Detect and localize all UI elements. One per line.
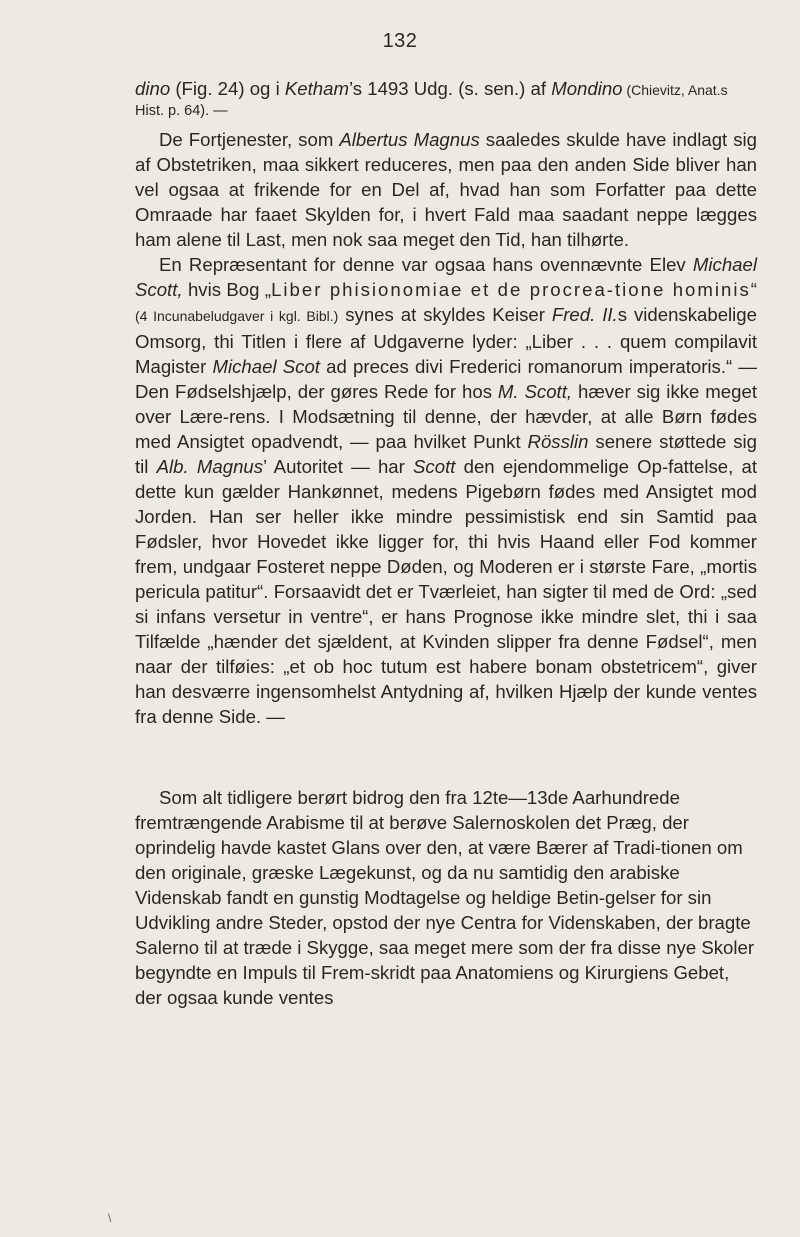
p2-name-scott: Scott <box>413 456 456 477</box>
intro-italic-1: dino <box>135 78 171 99</box>
body-text-lower <box>135 785 757 1010</box>
paragraph-1 <box>135 127 757 252</box>
p1-text-1: De Fortjenester, som <box>159 129 340 150</box>
p2-name-michael-scot: Michael Scot <box>212 356 320 377</box>
paragraph-3: Som alt tidligere berørt bidrog den fra 12te—13de Aarhundrede fremtrængende Arabisme til at berøve Salernoskolen det Præg, der oprindelig havde kastet Glans over den, at være Bærer af Tradi-tionen om den originale, græske Lægekunst, og da nu samtidig den arabiske Videnskab fandt en gunstig Modtagelse og heldige Betin-gelser for sin Udvikling andre Steder, opstod der nye Centra for Videnskaben, der bragte Salerno til at træde i Skygge, saa meget mere som der fra disse nye Skoler begyndte en Impuls til Frem-skridt paa Anatomiens og Kirurgiens Gebet, der ogsaa kunde ventes <box>135 787 755 1008</box>
p2-text-7: hæver sig ikke meget over Lære-rens. I Modsætning til denne, der hævder, at alle Børn fødes med Ansigtet opadvendt, — paa hvilket Punkt <box>135 381 757 452</box>
p1-name-albertus: Albertus Magnus <box>339 129 480 150</box>
intro-citation: (Chievitz, Anat.s <box>622 82 728 98</box>
intro-italic-2: Ketham <box>284 78 349 99</box>
margin-mark: \ <box>108 1211 112 1225</box>
page-number: 132 <box>382 30 418 52</box>
intro-italic-3: Mondino <box>551 78 623 99</box>
p2-text-5: s videnskabelige Omsorg, thi Titlen i flere af Udgaverne lyder: „Liber . . . quem compilavit Magister <box>135 304 757 377</box>
p2-name-michael-scott: Michael Scott, <box>135 254 757 300</box>
intro-text <box>135 76 757 120</box>
p2-book-title: Liber phisionomiae et de procrea-tione hominis <box>271 279 751 300</box>
p2-text-4: synes at skyldes Keiser <box>338 304 552 325</box>
p1-text-2: saaledes skulde have indlagt sig af Obstetriken, maa sikkert reduceres, men paa den anden Side bliver han vel ogsaa at frikende for en Del af, hvad han som Forfatter paa dette Omraade har faaet Skylden for, i hvert Fald maa saadant neppe lægges ham alene til Last, men nok saa meget den Tid, han tilhørte. <box>135 129 758 250</box>
intro-second-line: Hist. p. 64). — <box>135 103 228 119</box>
p2-name-fred: Fred. II. <box>551 304 618 325</box>
p2-text-2: hvis Bog „ <box>182 279 272 300</box>
p2-text-10: den ejendommelige Op-fattelse, at dette kun gælder Hankønnet, medens Pigebørn fødes med Ansigtet mod Jorden. Han ser heller ikke mindre pessimistisk end sin Samtid paa Fødsler, hvor Hovedet ikke ligger for, thi hvis Haand eller Fod kommer frem, undgaar Fosteret neppe Døden, og Moderen er i største Fare, „mortis pericula patitur“. Forsaavidt det er Tværleiet, han sigter til med de Ord: „sed si infans versetur in ventre“, er hans Prognose ikke mindre slet, thi i saa Tilfælde „hænder det sjældent, at Kvinden slipper fra denne Fødsel“, men naar der tilføies: „et ob hoc tutum est habere bonam obstetricem“, giver han desværre ingensomhelst Antydning af, hvilken Hjælp der kunde ventes fra denne Side. — <box>135 456 757 727</box>
p2-note: (4 Incunabeludgaver i kgl. Bibl.) <box>135 308 339 324</box>
intro-text-2: ’s 1493 Udg. (s. sen.) af <box>348 78 552 99</box>
p2-text-1: En Repræsentant for denne var ogsaa hans ovennævnte Elev <box>159 254 693 275</box>
p2-name-m-scott: M. Scott, <box>497 381 573 402</box>
p2-name-alb-magnus: Alb. Magnus <box>156 456 264 477</box>
p2-text-3: “ <box>750 279 757 300</box>
p2-text-9: ’ Autoritet — har <box>263 456 414 477</box>
body-text <box>135 127 757 729</box>
p2-text-8: senere støttede sig til <box>135 431 758 477</box>
p2-text-6: ad preces divi Frederici romanorum imperatoris.“ — Den Fødselshjælp, der gøres Rede for hos <box>135 356 757 402</box>
intro-text-1: (Fig. 24) og i <box>170 78 285 99</box>
p2-name-rosslin: Rösslin <box>527 431 589 452</box>
paragraph-2 <box>135 252 757 729</box>
